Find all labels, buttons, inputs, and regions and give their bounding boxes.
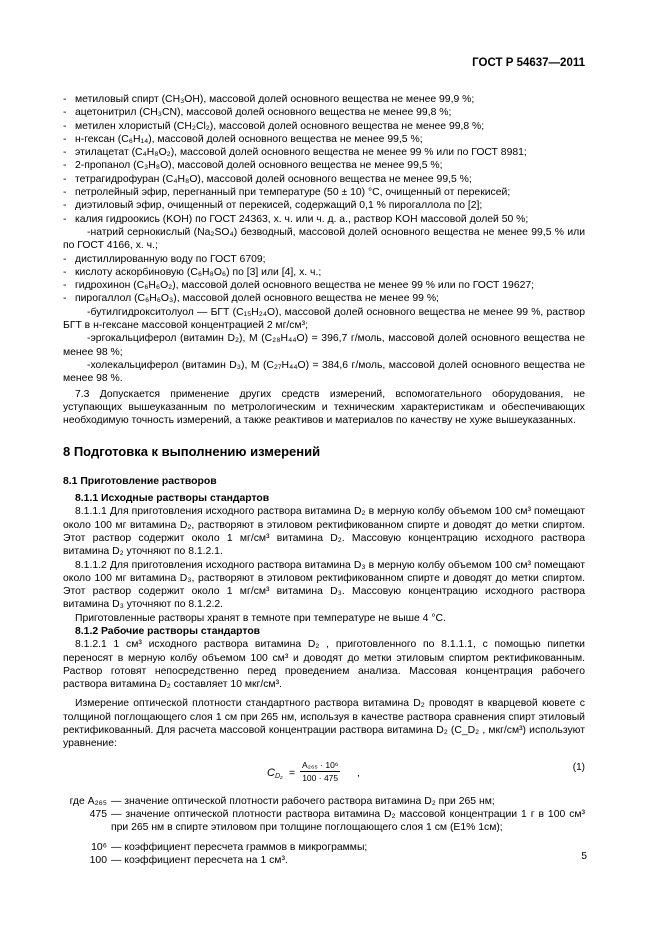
where-item: где A₂₆₅ — значение оптической плотности рабочего раствора витамина D₂ при 265 нм; bbox=[69, 795, 495, 807]
list-item: - пирогаллол (C₆H₆O₃), массовой долей основного вещества не менее 99 %; bbox=[63, 293, 439, 305]
list-item: - тетрагидрофуран (C₄H₈O), массовой долей основного вещества не менее 99,5 %; bbox=[63, 173, 472, 185]
formula-fraction bbox=[300, 759, 340, 784]
list-item: -натрий сернокислый (Na₂SO₄) безводный, массовой долей основного вещества не менее 99,5 % или по ГОСТ 4166, х. ч.; bbox=[63, 226, 585, 252]
section-8-1-1-title: 8.1.1 Исходные растворы стандартов bbox=[75, 493, 270, 505]
list-item: -бутилгидрокситолуол — БГТ (C₁₅H₂₄O), массовой долей основного вещества не менее 99 %, раствор БГТ в н-гексане массовой концентрацией 2 мг/см³; bbox=[63, 306, 585, 332]
paragraph-8-1-2-1: 8.1.2.1 1 см³ исходного раствора витамина D₂ , приготовленного по 8.1.1.1, с помощью пипетки переносят в мерную колбу объемом 100 см³ и доводят до метки этиловым спиртом ректификованным. Раствор готовят непосредственно перед проведением анализа. Массовая концентрация рабочего раствора витамина D₂ составляет 10 мкг/см³. bbox=[63, 639, 585, 691]
where-item: 10⁶ — коэффициент пересчета граммов в микрограммы; bbox=[91, 841, 368, 853]
list-item: - этилацетат (C₄H₈O₂), массовой долей основного вещества не менее 99 % или по ГОСТ 8981; bbox=[63, 147, 527, 159]
document-id: ГОСТ Р 54637—2011 bbox=[472, 57, 585, 69]
section-8-1-2-title: 8.1.2 Рабочие растворы стандартов bbox=[75, 625, 261, 637]
list-item: - дистиллированную воду по ГОСТ 6709; bbox=[63, 253, 266, 265]
where-list bbox=[43, 795, 585, 867]
paragraph-7-3: 7.3 Допускается применение других средств измерений, вспомогательного оборудования, не уступающих вышеуказанным по метрологическим и техническим характеристикам и обеспечивающих необходимую точность измерений, а также реактивов и материалов по качеству не хуже вышеуказанных. bbox=[63, 388, 585, 427]
paragraph-8-1-1-2: 8.1.1.2 Для приготовления исходного раствора витамина D₃ в мерную колбу объемом 100 см³ помещают около 100 мг витамина D₃, растворяют в этиловом ректификованном спирте и доводят до метки спиртом. Этот раствор содержит около 1 мг/см³ витамина D₃. Массовую концентрацию исходного раствора витамина D₃ уточняют по 8.1.2.2. bbox=[63, 559, 585, 611]
formula-lhs: $C_{D_2}$ bbox=[267, 766, 283, 780]
page-number: 5 bbox=[581, 851, 587, 862]
measurement-paragraph: Измерение оптической плотности стандартного раствора витамина D₂ проводят в кварцевой кювете с толщиной поглощающего слоя 1 см при 265 нм, используя в качестве раствора сравнения спирт этиловый ректификованный. Для расчета массовой концентрации раствора витамина D₂ (C_D₂ , мкг/см³) используют уравнение: bbox=[63, 698, 585, 750]
reagent-list bbox=[63, 93, 585, 386]
list-item: - метиловый спирт (CH₃OH), массовой долей основного вещества не менее 99,9 %; bbox=[63, 94, 475, 105]
where-item: 475 — значение оптической плотности раствора витамина D₂ массовой концентрации 1 г в 100 см³ при 265 нм в спирте этиловом при толщине поглощающего слоя 1 см (E1% 1см); bbox=[89, 808, 585, 834]
section-8-title: 8 Подготовка к выполнению измерений bbox=[63, 444, 321, 460]
list-item: - диэтиловый эфир, очищенный от перекисей, содержащий 0,1 % пирогаллола по [2]; bbox=[63, 200, 483, 212]
list-item: - н-гексан (C₆H₁₄), массовой долей основного вещества не менее 99,5 %; bbox=[63, 133, 423, 145]
list-item: - кислоту аскорбиновую (C₆H₈O₆) по [3] или [4], х. ч.; bbox=[63, 266, 322, 278]
formula-number: (1) bbox=[572, 761, 585, 773]
formula-1: $C_{D_2}$ = $\frac{\text{A₂₆₅ · 10⁶}}{100 \cdot 475}$ , (1) bbox=[267, 759, 585, 783]
section-8-1-title: 8.1 Приготовление растворов bbox=[63, 475, 217, 487]
page-body bbox=[63, 93, 585, 867]
formula-equals: = bbox=[289, 767, 296, 779]
list-item: -эргокальциферол (витамин D₂), M (C₂₈H₄₄O) = 396,7 г/моль, массовой долей основного вещества не менее 98 %; bbox=[63, 333, 585, 358]
formula-numerator: A₂₆₅ · 10⁶ bbox=[302, 759, 339, 770]
list-item: - ацетонитрил (CH₃CN), массовой долей основного вещества не менее 99,8 %; bbox=[63, 107, 452, 119]
where-item: 100 — коэффициент пересчета на 1 см³. bbox=[89, 854, 288, 866]
list-item: - метилен хлористый (CH₂Cl₂), массовой долей основного вещества не менее 99,8 %; bbox=[63, 120, 485, 132]
list-item: - калия гидроокись (KOH) по ГОСТ 24363, х. ч. или ч. д. а., раствор KOH массовой долей 50 %; bbox=[63, 213, 529, 225]
paragraph-8-1-1-1: 8.1.1.1 Для приготовления исходного раствора витамина D₂ в мерную колбу объемом 100 см³ помещают около 100 мг витамина D₂, растворяют в этиловом ректификованном спирте и доводят до метки спиртом. Этот раствор содержит около 1 мг/см³ витамина D₂. Массовую концентрацию исходного раствора витамина D₂ уточняют по 8.1.2.1. bbox=[63, 506, 585, 558]
formula-denominator: 100 · 475 bbox=[302, 772, 339, 783]
storage-note: Приготовленные растворы хранят в темноте при температуре не выше 4 °С. bbox=[75, 612, 446, 624]
list-item: - петролейный эфир, перегнанный при температуре (50 ± 10) °С, очищенный от перекисей; bbox=[63, 187, 511, 199]
list-item: - гидрохинон (C₆H₆O₂), массовой долей основного вещества не менее 99 % или по ГОСТ 19627; bbox=[63, 280, 535, 292]
list-item: - 2-пропанол (C₃H₈O), массовой долей основного вещества не менее 99,5 %; bbox=[63, 160, 443, 172]
list-item: -холекальциферол (витамин D₃), M (C₂₇H₄₄O) = 384,6 г/моль, массовой долей основного вещества не менее 98 %. bbox=[63, 359, 585, 385]
